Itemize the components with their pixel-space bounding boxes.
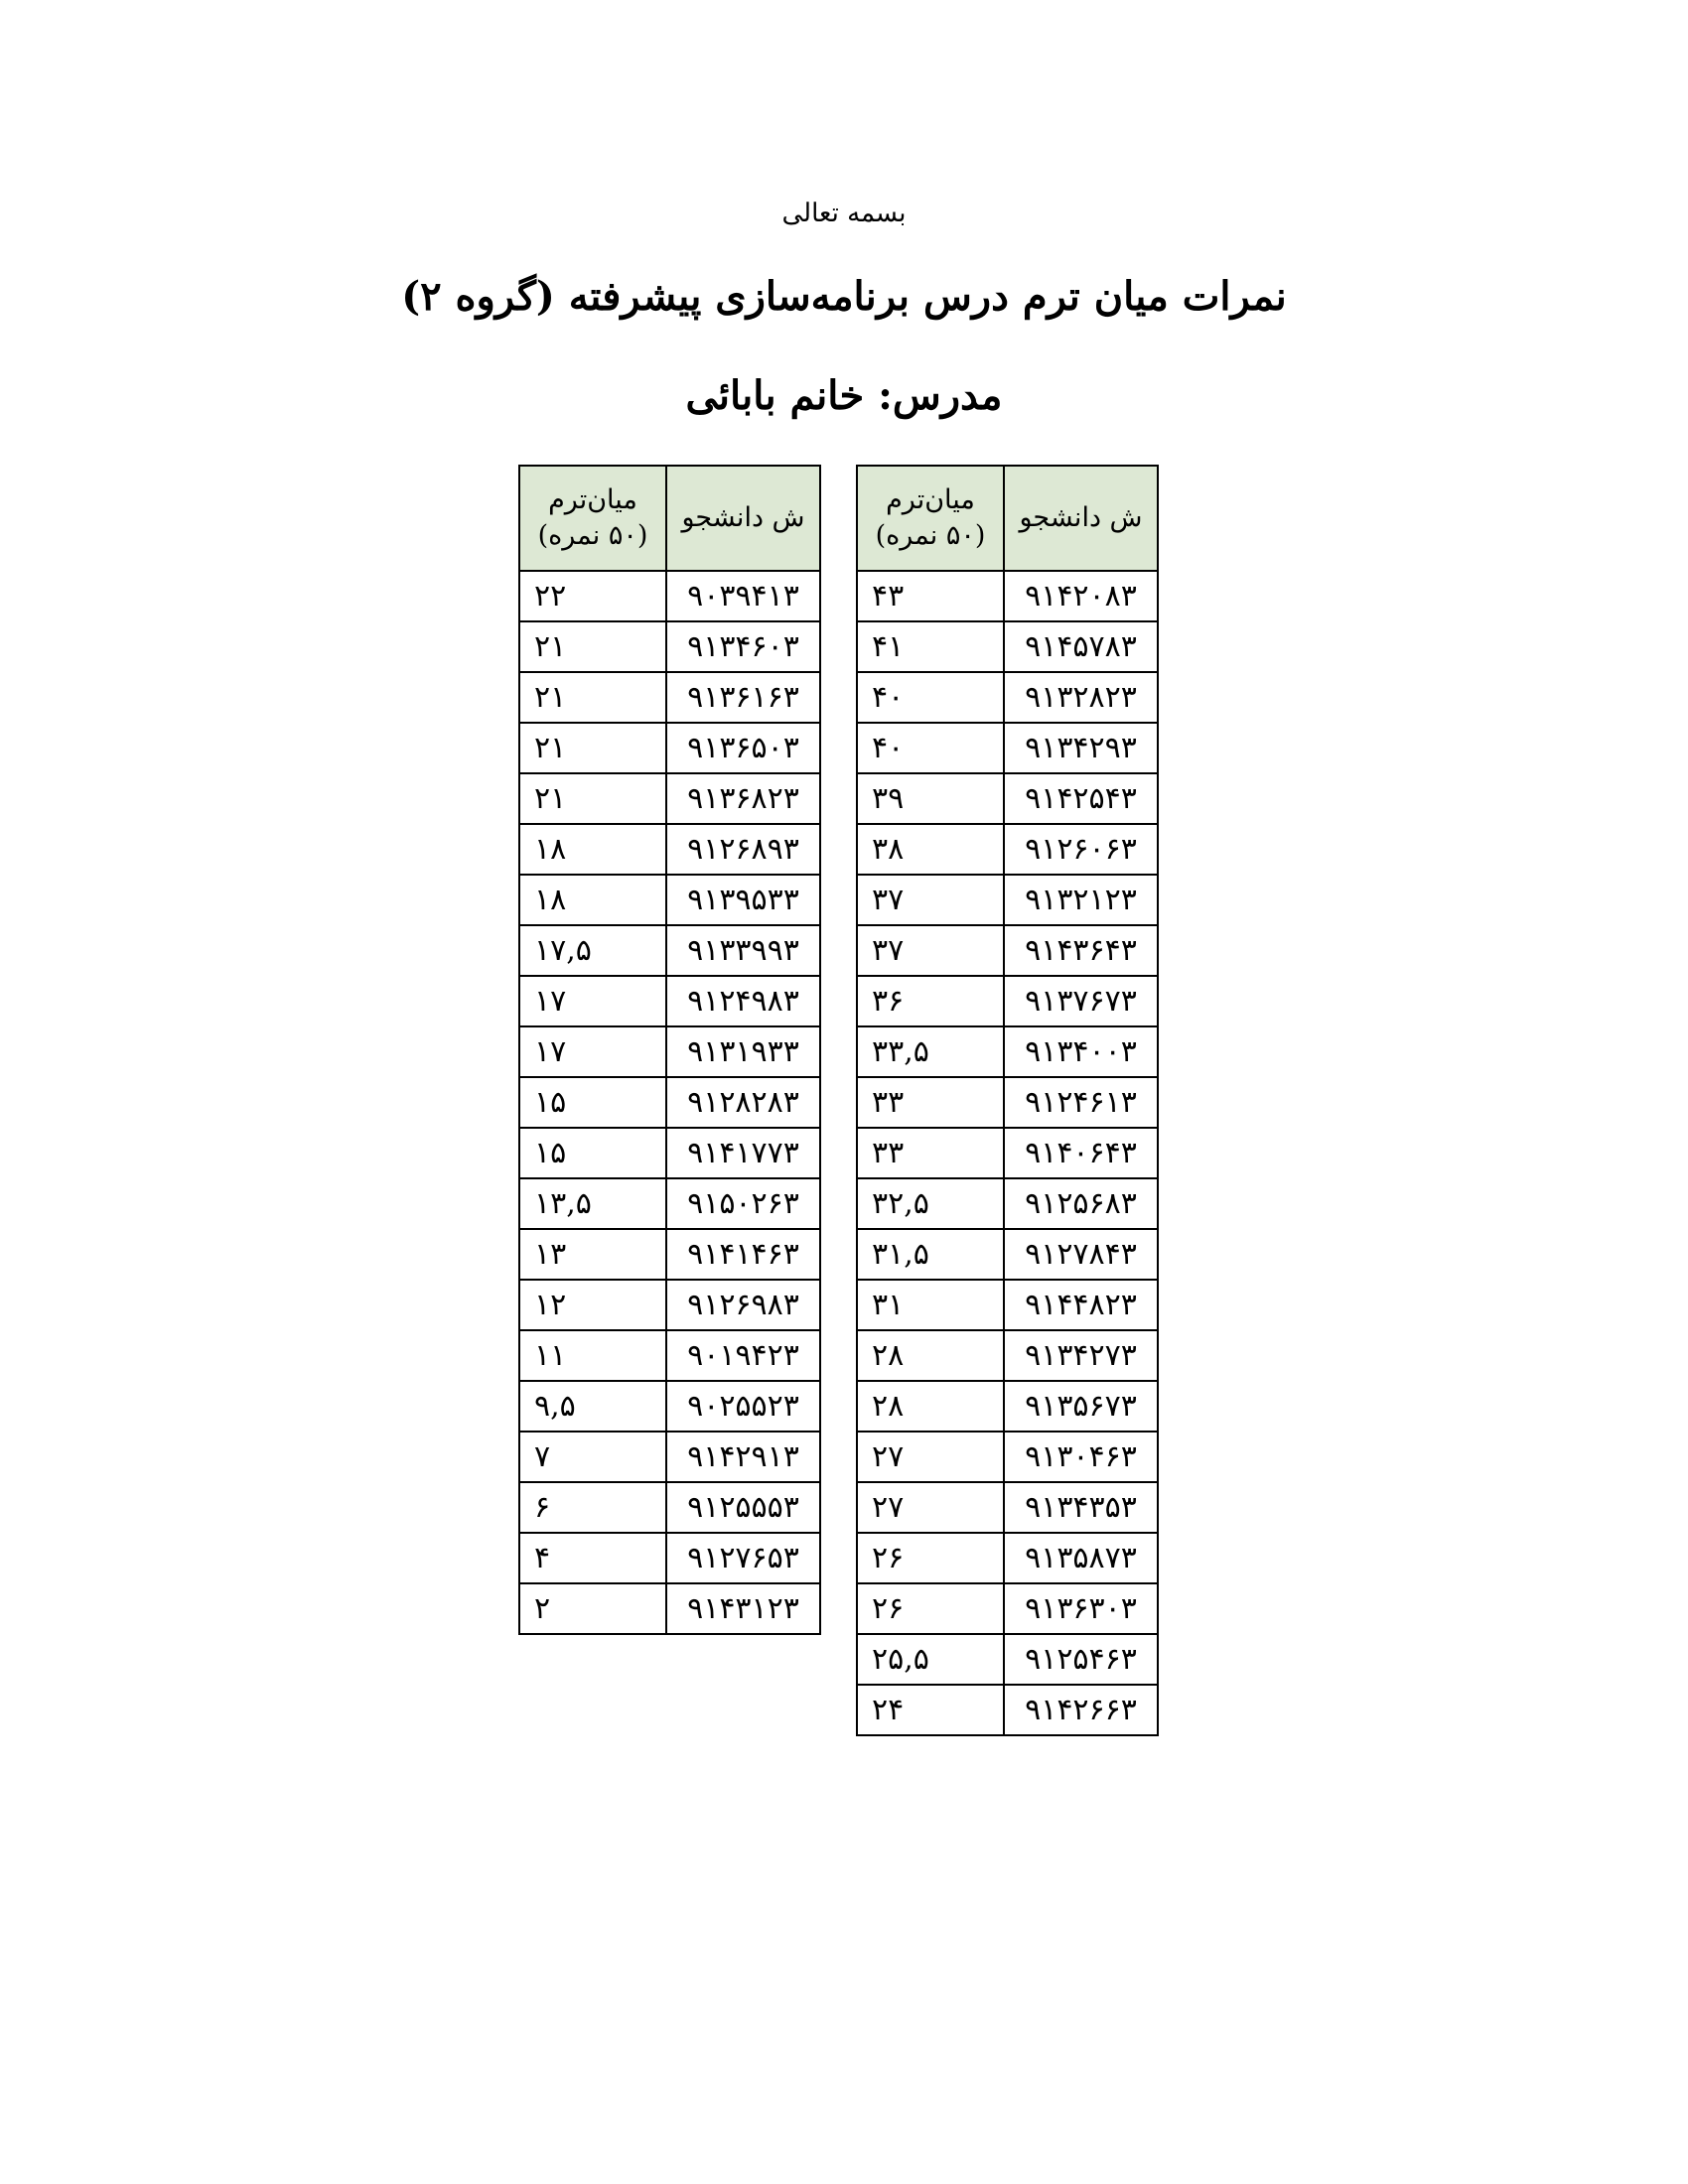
instructor-line: مدرس: خانم بابائی bbox=[685, 372, 1003, 419]
score-cell: ۲۷ bbox=[857, 1432, 1004, 1482]
table-row bbox=[519, 1533, 820, 1583]
score-cell: ۴۰ bbox=[857, 723, 1004, 773]
table-row bbox=[519, 672, 820, 723]
table-row bbox=[519, 1381, 820, 1432]
student-id-header-label: ش دانشجو bbox=[1019, 501, 1143, 533]
score-cell: ۲۷ bbox=[857, 1482, 1004, 1533]
table-row bbox=[857, 875, 1158, 925]
table-row bbox=[857, 723, 1158, 773]
table-row bbox=[519, 571, 820, 621]
score-cell: ۴۱ bbox=[857, 621, 1004, 672]
table-row bbox=[857, 1482, 1158, 1533]
table-row bbox=[519, 1432, 820, 1482]
student-id-header bbox=[1004, 466, 1158, 571]
student-id-cell: ۹۰۳۹۴۱۳ bbox=[666, 571, 820, 621]
table-row bbox=[519, 1482, 820, 1533]
score-cell: ۱۸ bbox=[519, 824, 666, 875]
grades-table-1 bbox=[856, 465, 1159, 1736]
table-row bbox=[519, 1583, 820, 1634]
score-cell: ۱۵ bbox=[519, 1077, 666, 1128]
score-cell: ۲۸ bbox=[857, 1381, 1004, 1432]
score-cell: ۱۵ bbox=[519, 1128, 666, 1178]
midterm-header-label: میان‌ترم bbox=[548, 483, 637, 515]
header-row bbox=[857, 466, 1158, 571]
table-row bbox=[519, 773, 820, 824]
student-id-cell: ۹۱۲۷۸۴۳ bbox=[1004, 1229, 1158, 1280]
midterm-header-note: (۵۰ نمره) bbox=[537, 520, 648, 551]
table-row bbox=[857, 1178, 1158, 1229]
table-row bbox=[519, 875, 820, 925]
table-row bbox=[519, 1280, 820, 1330]
score-cell: ۲۶ bbox=[857, 1533, 1004, 1583]
score-cell: ۳۷ bbox=[857, 875, 1004, 925]
student-id-cell: ۹۱۳۵۶۷۳ bbox=[1004, 1381, 1158, 1432]
score-cell: ۳۱,۵ bbox=[857, 1229, 1004, 1280]
score-cell: ۱۷ bbox=[519, 1026, 666, 1077]
student-id-cell: ۹۱۳۹۵۳۳ bbox=[666, 875, 820, 925]
student-id-cell: ۹۱۴۲۵۴۳ bbox=[1004, 773, 1158, 824]
table-row bbox=[857, 621, 1158, 672]
score-cell: ۲۱ bbox=[519, 621, 666, 672]
student-id-cell: ۹۱۲۴۶۱۳ bbox=[1004, 1077, 1158, 1128]
student-id-cell: ۹۱۳۴۲۹۳ bbox=[1004, 723, 1158, 773]
score-cell: ۱۳ bbox=[519, 1229, 666, 1280]
student-id-cell: ۹۱۴۱۷۷۳ bbox=[666, 1128, 820, 1178]
score-cell: ۲ bbox=[519, 1583, 666, 1634]
student-id-cell: ۹۱۲۶۸۹۳ bbox=[666, 824, 820, 875]
student-id-cell: ۹۱۴۲۰۸۳ bbox=[1004, 571, 1158, 621]
score-cell: ۳۲,۵ bbox=[857, 1178, 1004, 1229]
score-cell: ۱۸ bbox=[519, 875, 666, 925]
student-id-cell: ۹۱۴۱۴۶۳ bbox=[666, 1229, 820, 1280]
student-id-cell: ۹۱۳۷۶۷۳ bbox=[1004, 976, 1158, 1026]
table-row bbox=[519, 1077, 820, 1128]
score-cell: ۳۱ bbox=[857, 1280, 1004, 1330]
student-id-cell: ۹۱۲۶۹۸۳ bbox=[666, 1280, 820, 1330]
score-cell: ۲۱ bbox=[519, 672, 666, 723]
table-row bbox=[857, 1026, 1158, 1077]
table-row bbox=[857, 976, 1158, 1026]
student-id-cell: ۹۱۴۰۶۴۳ bbox=[1004, 1128, 1158, 1178]
table-row bbox=[857, 1432, 1158, 1482]
score-cell: ۶ bbox=[519, 1482, 666, 1533]
midterm-header bbox=[519, 466, 666, 571]
table-row bbox=[857, 824, 1158, 875]
score-cell: ۲۵,۵ bbox=[857, 1634, 1004, 1685]
score-cell: ۲۱ bbox=[519, 773, 666, 824]
student-id-cell: ۹۱۲۵۴۶۳ bbox=[1004, 1634, 1158, 1685]
student-id-cell: ۹۱۳۴۲۷۳ bbox=[1004, 1330, 1158, 1381]
midterm-header-label: میان‌ترم bbox=[886, 483, 975, 515]
table-row bbox=[519, 1178, 820, 1229]
score-cell: ۱۷ bbox=[519, 976, 666, 1026]
score-cell: ۴ bbox=[519, 1533, 666, 1583]
header-row bbox=[519, 466, 820, 571]
student-id-cell: ۹۱۴۳۱۲۳ bbox=[666, 1583, 820, 1634]
score-cell: ۲۸ bbox=[857, 1330, 1004, 1381]
table-row bbox=[857, 1634, 1158, 1685]
student-id-header-label: ش دانشجو bbox=[681, 501, 805, 533]
table-row bbox=[857, 1583, 1158, 1634]
score-cell: ۲۴ bbox=[857, 1685, 1004, 1735]
score-cell: ۳۳ bbox=[857, 1077, 1004, 1128]
table-row bbox=[857, 672, 1158, 723]
student-id-cell: ۹۱۳۳۹۹۳ bbox=[666, 925, 820, 976]
table-row bbox=[857, 925, 1158, 976]
student-id-cell: ۹۱۲۶۰۶۳ bbox=[1004, 824, 1158, 875]
student-id-cell: ۹۱۳۱۹۳۳ bbox=[666, 1026, 820, 1077]
score-cell: ۴۳ bbox=[857, 571, 1004, 621]
table-row bbox=[857, 773, 1158, 824]
student-id-cell: ۹۱۲۴۹۸۳ bbox=[666, 976, 820, 1026]
midterm-header bbox=[857, 466, 1004, 571]
table-row bbox=[857, 1381, 1158, 1432]
score-cell: ۳۹ bbox=[857, 773, 1004, 824]
score-cell: ۱۷,۵ bbox=[519, 925, 666, 976]
student-id-cell: ۹۱۴۳۶۴۳ bbox=[1004, 925, 1158, 976]
table-row bbox=[519, 723, 820, 773]
score-cell: ۳۳,۵ bbox=[857, 1026, 1004, 1077]
table-row bbox=[857, 1533, 1158, 1583]
student-id-cell: ۹۱۴۲۹۱۳ bbox=[666, 1432, 820, 1482]
score-cell: ۲۱ bbox=[519, 723, 666, 773]
student-id-cell: ۹۱۲۵۶۸۳ bbox=[1004, 1178, 1158, 1229]
student-id-cell: ۹۱۲۸۲۸۳ bbox=[666, 1077, 820, 1128]
student-id-cell: ۹۱۴۴۸۲۳ bbox=[1004, 1280, 1158, 1330]
table-row bbox=[857, 1685, 1158, 1735]
student-id-cell: ۹۱۴۲۶۶۳ bbox=[1004, 1685, 1158, 1735]
score-cell: ۳۳ bbox=[857, 1128, 1004, 1178]
student-id-cell: ۹۱۳۴۳۵۳ bbox=[1004, 1482, 1158, 1533]
student-id-cell: ۹۱۳۶۳۰۳ bbox=[1004, 1583, 1158, 1634]
student-id-cell: ۹۱۳۴۶۰۳ bbox=[666, 621, 820, 672]
student-id-cell: ۹۱۳۲۱۲۳ bbox=[1004, 875, 1158, 925]
student-id-cell: ۹۱۳۵۸۷۳ bbox=[1004, 1533, 1158, 1583]
table-row bbox=[857, 571, 1158, 621]
table-row bbox=[857, 1330, 1158, 1381]
student-id-cell: ۹۱۵۰۲۶۳ bbox=[666, 1178, 820, 1229]
table-row bbox=[857, 1280, 1158, 1330]
score-cell: ۳۸ bbox=[857, 824, 1004, 875]
table-row bbox=[519, 976, 820, 1026]
score-cell: ۳۷ bbox=[857, 925, 1004, 976]
student-id-cell: ۹۱۳۶۸۲۳ bbox=[666, 773, 820, 824]
score-cell: ۴۰ bbox=[857, 672, 1004, 723]
invocation-line: بسمه تعالی bbox=[781, 199, 907, 228]
table-row bbox=[857, 1229, 1158, 1280]
student-id-cell: ۹۱۳۲۸۲۳ bbox=[1004, 672, 1158, 723]
table-row bbox=[519, 1330, 820, 1381]
student-id-cell: ۹۱۳۶۱۶۳ bbox=[666, 672, 820, 723]
score-cell: ۱۲ bbox=[519, 1280, 666, 1330]
student-id-cell: ۹۱۲۵۵۵۳ bbox=[666, 1482, 820, 1533]
table-row bbox=[519, 1229, 820, 1280]
student-id-cell: ۹۱۴۵۷۸۳ bbox=[1004, 621, 1158, 672]
student-id-cell: ۹۰۱۹۴۲۳ bbox=[666, 1330, 820, 1381]
student-id-cell: ۹۰۲۵۵۲۳ bbox=[666, 1381, 820, 1432]
score-cell: ۱۱ bbox=[519, 1330, 666, 1381]
table-row bbox=[857, 1077, 1158, 1128]
document-title: نمرات میان ترم درس برنامه‌سازی پیشرفته (گروه ۲) bbox=[401, 273, 1287, 320]
student-id-cell: ۹۱۳۴۰۰۳ bbox=[1004, 1026, 1158, 1077]
table-row bbox=[519, 925, 820, 976]
score-cell: ۲۶ bbox=[857, 1583, 1004, 1634]
student-id-header bbox=[666, 466, 820, 571]
table-row bbox=[519, 1026, 820, 1077]
table-row bbox=[857, 1128, 1158, 1178]
score-cell: ۷ bbox=[519, 1432, 666, 1482]
table-row bbox=[519, 824, 820, 875]
score-cell: ۱۳,۵ bbox=[519, 1178, 666, 1229]
table-row bbox=[519, 1128, 820, 1178]
student-id-cell: ۹۱۳۶۵۰۳ bbox=[666, 723, 820, 773]
student-id-cell: ۹۱۳۰۴۶۳ bbox=[1004, 1432, 1158, 1482]
grades-table-2 bbox=[518, 465, 821, 1635]
table-row bbox=[519, 621, 820, 672]
score-cell: ۹,۵ bbox=[519, 1381, 666, 1432]
score-cell: ۳۶ bbox=[857, 976, 1004, 1026]
score-cell: ۲۲ bbox=[519, 571, 666, 621]
student-id-cell: ۹۱۲۷۶۵۳ bbox=[666, 1533, 820, 1583]
midterm-header-note: (۵۰ نمره) bbox=[875, 520, 986, 551]
